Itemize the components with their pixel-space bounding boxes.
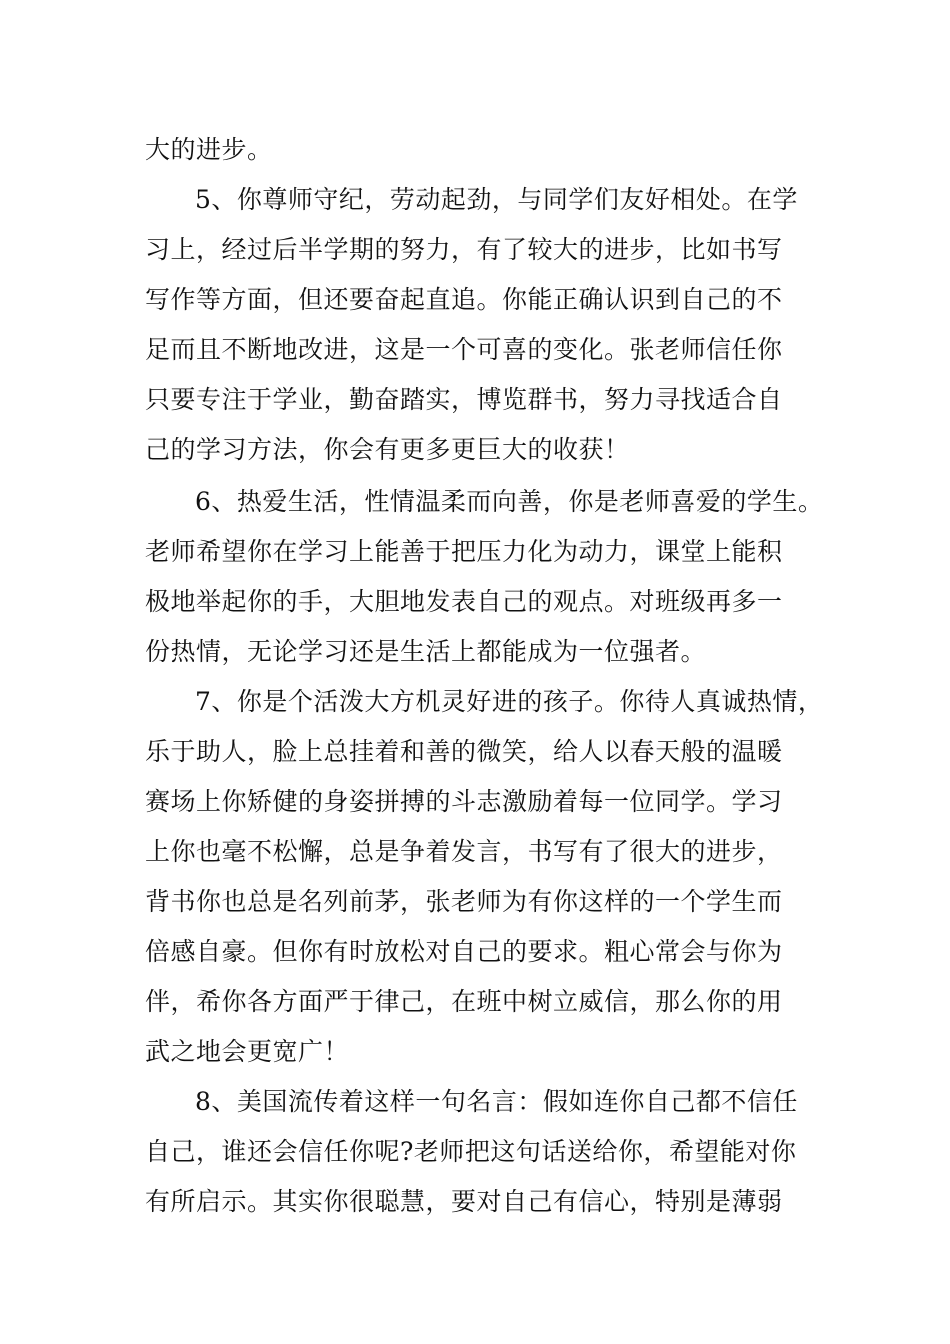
text-line: 老师希望你在学习上能善于把压力化为动力，课堂上能积 — [145, 537, 783, 566]
text-line: 乐于助人，脸上总挂着和善的微笑，给人以春天般的温暖 — [145, 737, 783, 766]
text-line: 倍感自豪。但你有时放松对自己的要求。粗心常会与你为 — [145, 937, 783, 966]
text-line: 只要专注于学业，勤奋踏实，博览群书，努力寻找适合自 — [145, 385, 783, 414]
paragraph-8-line: 8、美国流传着这样一句名言：假如连你自己都不信任 — [195, 1087, 798, 1116]
text-line: 上你也毫不松懈，总是争着发言，书写有了很大的进步， — [145, 837, 783, 866]
text-line: 习上，经过后半学期的努力，有了较大的进步，比如书写 — [145, 235, 783, 264]
text-line: 伴，希你各方面严于律己，在班中树立威信，那么你的用 — [145, 987, 783, 1016]
paragraph-6-line: 6、热爱生活，性情温柔而向善，你是老师喜爱的学生。 — [195, 487, 824, 516]
text-line: 有所启示。其实你很聪慧，要对自己有信心，特别是薄弱 — [145, 1187, 783, 1216]
text-line: 自己，谁还会信任你呢?老师把这句话送给你，希望能对你 — [145, 1137, 797, 1166]
text-line: 足而且不断地改进，这是一个可喜的变化。张老师信任你 — [145, 335, 783, 364]
text-line: 份热情，无论学习还是生活上都能成为一位强者。 — [145, 637, 707, 666]
text-line: 己的学习方法，你会有更多更巨大的收获！ — [145, 435, 630, 464]
text-line: 极地举起你的手，大胆地发表自己的观点。对班级再多一 — [145, 587, 783, 616]
text-line: 写作等方面，但还要奋起直追。你能正确认识到自己的不 — [145, 285, 783, 314]
text-line: 赛场上你矫健的身姿拼搏的斗志激励着每一位同学。学习 — [145, 787, 783, 816]
text-line: 大的进步。 — [145, 135, 273, 164]
text-line: 武之地会更宽广！ — [145, 1037, 350, 1066]
paragraph-5-line: 5、你尊师守纪，劳动起劲，与同学们友好相处。在学 — [195, 185, 798, 214]
text-line: 背书你也总是名列前茅，张老师为有你这样的一个学生而 — [145, 887, 783, 916]
paragraph-7-line: 7、你是个活泼大方机灵好进的孩子。你待人真诚热情， — [195, 687, 824, 716]
